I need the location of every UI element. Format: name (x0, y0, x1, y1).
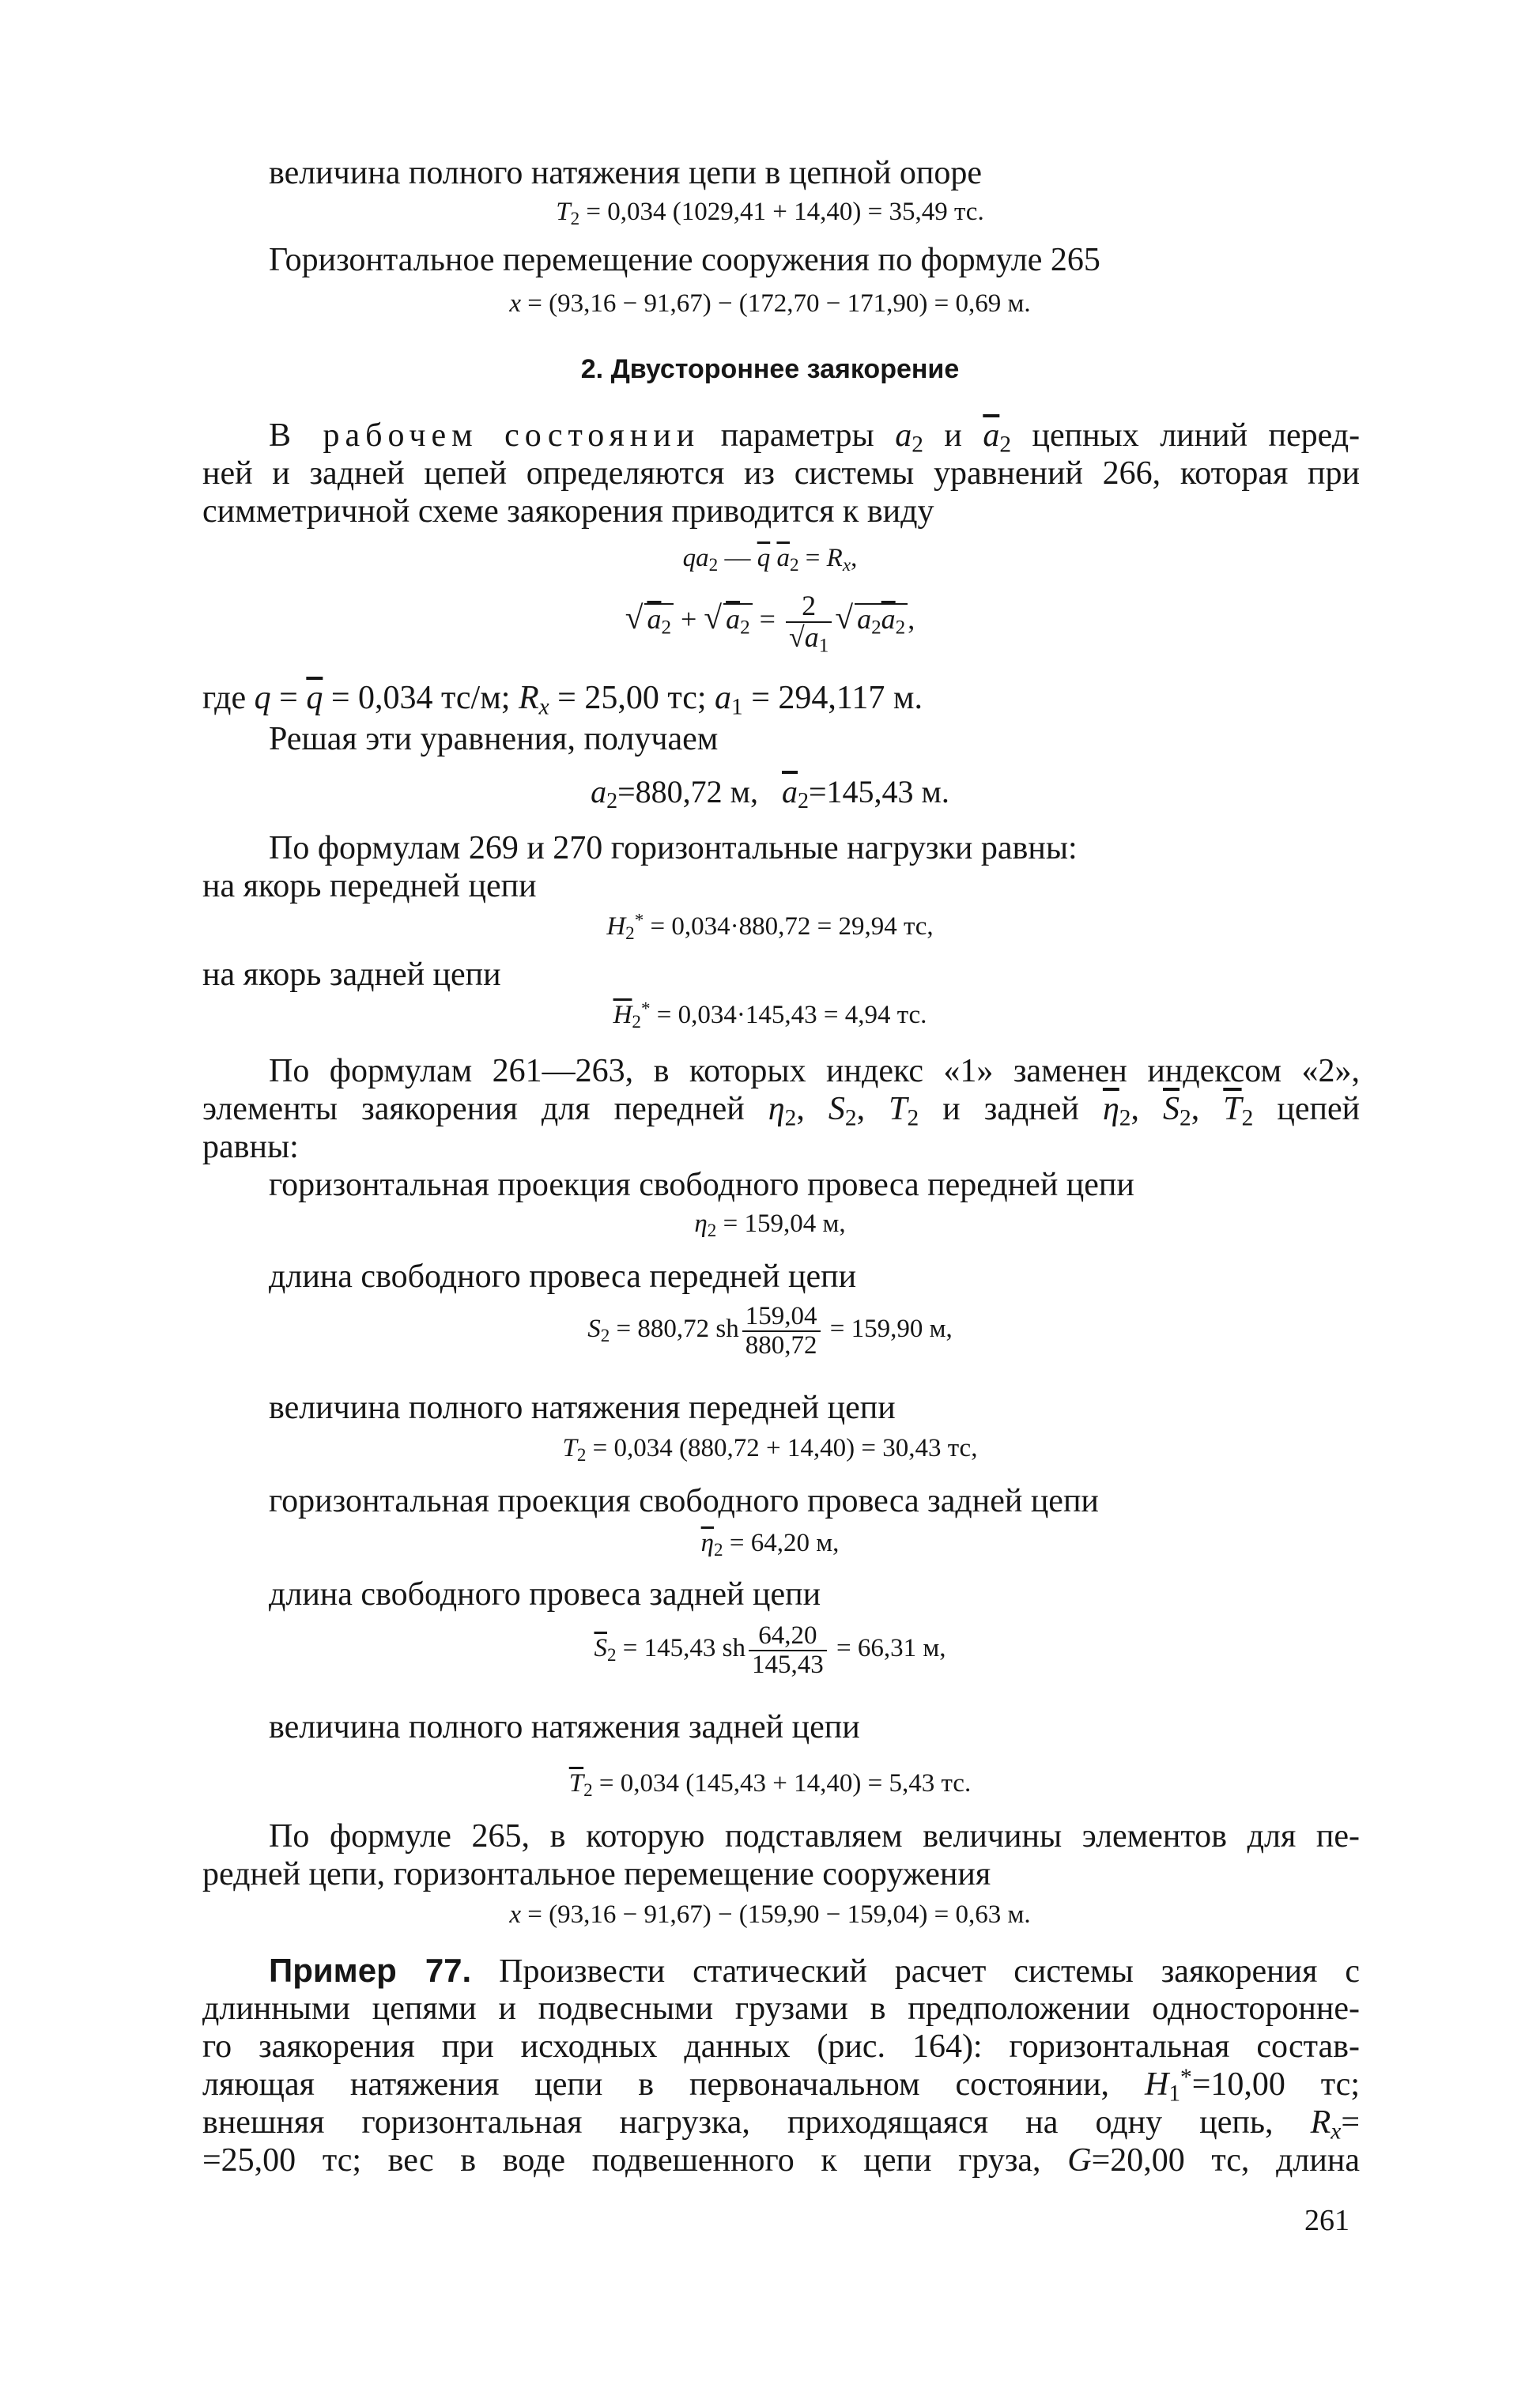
paragraph-line: По формуле 265, в которую подставляем величины элементов для пе- (269, 1818, 1360, 1855)
text-line: величина полного натяжения цепи в цепной опоре (269, 155, 983, 191)
paragraph-line: ней и задней цепей определяются из системы уравнений 266, которая при (202, 455, 1360, 492)
formula-s2: $S_2 = 880,72$ sh $\frac{159,04}{880,72}$ = 159,90 м, (587, 1302, 953, 1360)
formula-h2-back: $\overline{H}_2^* = 0,034\cdot 145,43 = 4,94$ тс. (613, 998, 927, 1032)
paragraph-line: на якорь задней цепи (202, 957, 501, 993)
formula-t2-chain-support: $T_2 = 0,034$ (1029,41 + 14,40) = 35,49 тс. (556, 198, 984, 228)
formula-x-second: x = (93,16 − 91,67) − (159,90 − 159,04) = 0,63 м. (509, 1900, 1031, 1929)
paragraph-line: где $q = \overline{q} = 0,034$ тс/м; $R_x = 25,00$ тс; $a_1 = 294,117$ м. (202, 680, 923, 720)
paragraph-line: горизонтальная проекция свободного провеса задней цепи (269, 1483, 1099, 1519)
paragraph-line: равны: (202, 1129, 299, 1165)
paragraph-line: По формулам 261—263, в которых индекс «1» заменен индексом «2», (269, 1053, 1360, 1089)
section-title: 2. Двустороннее заякорение (580, 354, 960, 384)
example-line: =25,00 тс; вес в воде подвешенного к цепи груза, G=20,00 тс, длина (202, 2142, 1360, 2179)
formula-solution: $a_2=880,72$ м, $\overline{a}_2=145,43$ м. (591, 774, 949, 813)
example-label: Пример 77. (269, 1952, 472, 1989)
paragraph-line: элементы заякорения для передней $\eta_2$, $S_2$, $T_2$ и задней $\overline{\eta}_2$, $\overline{S}_2$, $\overline{T}_2$ цепей (202, 1091, 1361, 1131)
formula-t2-front: $T_2 = 0,034$ (880,72 + 14,40) = 30,43 тс, (562, 1434, 978, 1465)
paragraph-line: длина свободного провеса задней цепи (269, 1576, 821, 1613)
formula-h2-front: $H_2^* = 0,034\cdot 880,72 = 29,94$ тс, (606, 909, 934, 943)
formula-eta2: $\eta_2 = 159,04$ м, (694, 1209, 846, 1240)
example-line: ляющая натяжения цепи в первоначальном состоянии, $H_1^*=10,00$ тс; (202, 2064, 1360, 2107)
formula-s2-bar: $\overline{S}_2 = 145,43$ sh $\frac{64,20}{145,43}$ = 66,31 м, (594, 1621, 946, 1679)
paragraph-line: горизонтальная проекция свободного провеса передней цепи (269, 1167, 1134, 1203)
paragraph-line: длина свободного провеса передней цепи (269, 1258, 857, 1295)
example-line: го заякорения при исходных данных (рис. 164): горизонтальная состав- (202, 2028, 1360, 2065)
example-line: внешняя горизонтальная нагрузка, приходящаяся на одну цепь, $R_x=$ (202, 2104, 1361, 2145)
page-number: 261 (1304, 2204, 1349, 2237)
formula-x-first: x = (93,16 − 91,67) − (172,70 − 171,90) = 0,69 м. (509, 289, 1031, 318)
paragraph-line: величина полного натяжения передней цепи (269, 1390, 896, 1426)
example-line: длинными цепями и подвесными грузами в предположении односторонне- (202, 1990, 1360, 2027)
paragraph-line: на якорь передней цепи (202, 868, 537, 904)
paragraph-line: симметричной схеме заякорения приводится к виду (202, 493, 934, 530)
text-line: Горизонтальное перемещение сооружения по формуле 265 (269, 242, 1100, 278)
paragraph-line: В рабочем состоянии параметры $a_2$ и $\overline{a}_2$ цепных линий перед- (269, 417, 1361, 458)
paragraph-line: По формулам 269 и 270 горизонтальные нагрузки равны: (269, 830, 1078, 866)
formula-system-1: $qa_2$ — $\overline{q}$ $\overline{a}_2 = R_x$, (682, 544, 858, 575)
formula-t2-bar: $\overline{T}_2 = 0,034$ (145,43 + 14,40) = 5,43 тс. (568, 1769, 972, 1800)
example-line: Пример 77. Произвести статический расчет системы заякорения с (269, 1952, 1360, 1990)
paragraph-line: Решая эти уравнения, получаем (269, 721, 719, 757)
paragraph-line: величина полного натяжения задней цепи (269, 1709, 860, 1745)
formula-eta2-bar: $\overline{\eta}_2 = 64,20$ м, (700, 1529, 840, 1560)
formula-system-2: √ $a_2$ + √ $a_2$ = $\frac{2}{√a_1}$ √ $a_2\overline{a}_2$, (625, 590, 915, 657)
paragraph-line: редней цепи, горизонтальное перемещение сооружения (202, 1856, 991, 1892)
